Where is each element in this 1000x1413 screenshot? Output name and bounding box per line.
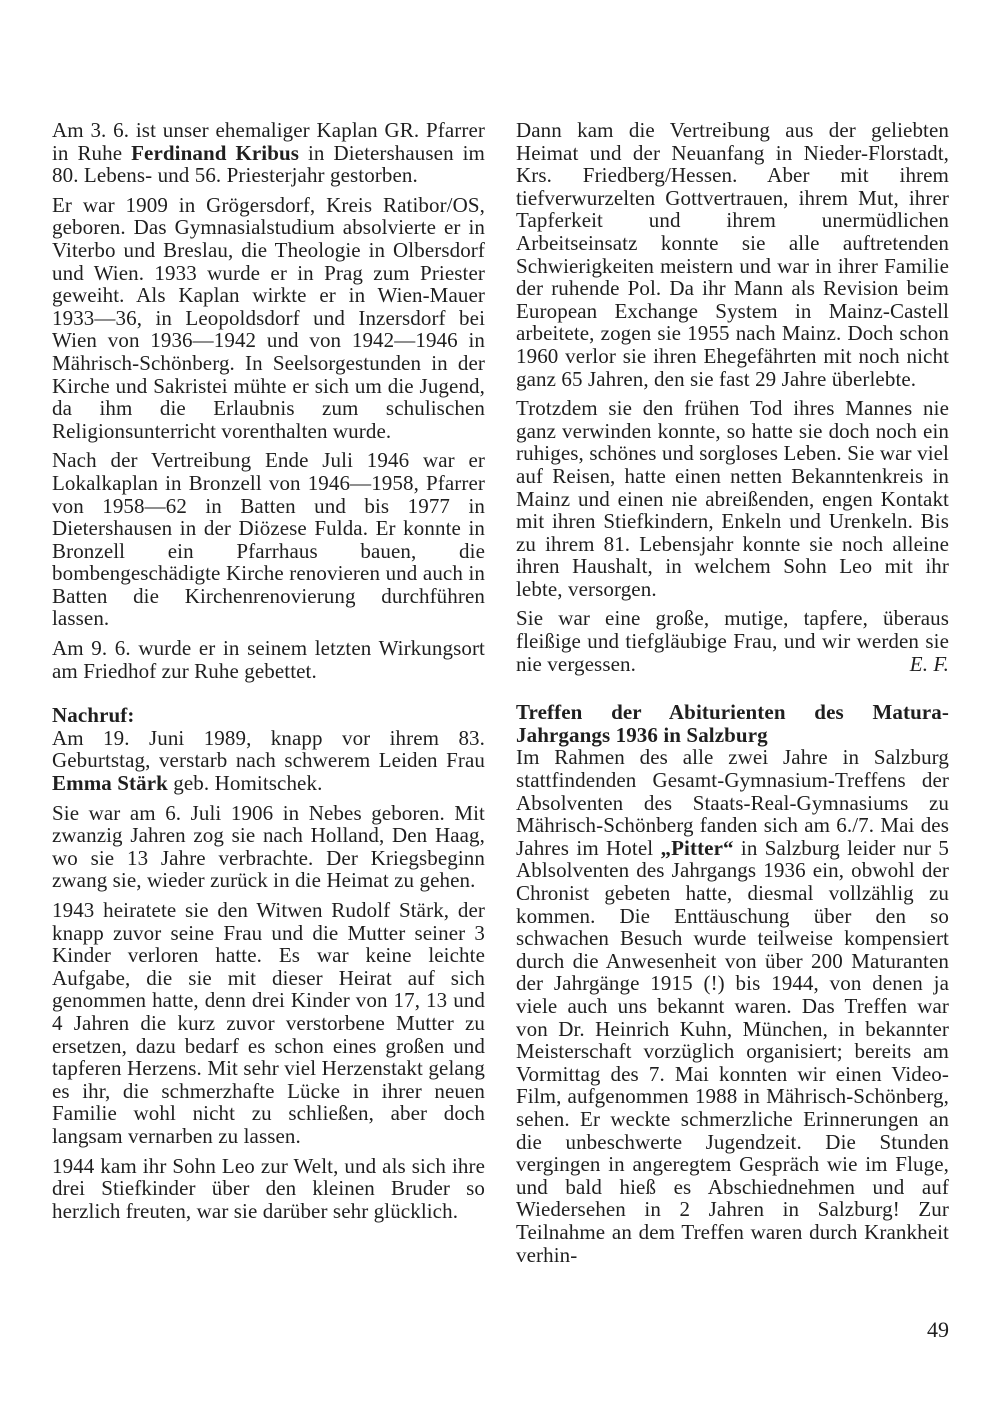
treffen-heading	[516, 701, 949, 746]
text-run: Nachruf:	[52, 703, 135, 728]
italic-text-run: E. F.	[909, 651, 949, 676]
text-run: Dann kam die Vertreibung aus der geliebten Heimat und der Neuanfang in Nieder-Florstadt, Krs. Friedberg/Hessen. Aber mit ihrem tiefverwurzelten Gottvertrauen, ihrem Mut, ihrer Tapferkeit und ihrem unermüdlichen Arbeitseinsatz konnte sie alle auftretenden Schwierigkeiten meistern und war in ihrer Familie der ruhende Pol. Da ihr Mann als Revision beim European Exchange System in Mainz-Castell arbeitete, zogen sie 1955 nach Mainz. Doch schon 1960 verlor sie ihren Ehegefährten mit noch nicht ganz 65 Jahren, den sie fast 29 Jahre überlebte.	[516, 118, 949, 391]
text-run: Im Rahmen des alle zwei Jahre in Salzburg stattfindenden Gesamt-Gymnasium-Treffens der Absolventen des Staats-Real-Gymnasiums zu Mährisch-Schönberg fanden sich am 6./7. Mai des Jahres im Hotel	[516, 745, 949, 860]
text-run: in Salzburg leider nur 5 Ablsolventen des Jahrgangs 1936 ein, obwohl der Chronist gebeten hatte, diesmal vollzählig zu kommen. Die Enttäuschung über den so schwachen Besuch wurde teilweise kompensiert durch die Anwesenheit von über 200 Maturanten der Jahrgänge 1915 (!) bis 1944, von denen ja viele auch uns bekannt waren. Das Treffen war von Dr. Heinrich Kuhn, München, in bekannter Meisterschaft vorzüglich organisiert; bereits am Vormittag des 7. Mai konnten wir einen Video-Film, aufgenommen 1988 in Mährisch-Schönberg, sehen. Er weckte schmerzliche Erinnerungen an die unbeschwerte Jugendzeit. Die Stunden vergingen in angeregtem Gespräch wie im Fluge, und bald hieß es Abschiednehmen und auf Wiedersehen in 2 Jahren in Salzburg! Zur Teilnahme an dem Treffen waren durch Krankheit verhin-	[516, 835, 950, 1267]
text-run: Am 9. 6. wurde er in seinem letzten Wirkungsort am Friedhof zur Ruhe gebettet.	[52, 636, 485, 683]
obituary-staerk-intro	[52, 727, 485, 795]
text-run: 1944 kam ihr Sohn Leo zur Welt, und als sich ihre drei Stiefkinder über den kleinen Bruder so herzlich freuten, war sie darüber sehr glücklich.	[52, 1153, 485, 1223]
obituary-staerk-marriage	[52, 899, 485, 1148]
obituary-staerk-closing	[516, 607, 949, 675]
obituary-kribus-intro	[52, 119, 485, 187]
obituary-staerk-widowhood	[516, 397, 949, 600]
bold-text-run: Ferdinand Kribus	[131, 140, 300, 165]
text-run: Sie war eine große, mutige, tapfere, überaus fleißige und tiefgläubige Frau, und wir werden sie nie vergessen.	[516, 606, 949, 676]
text-run: Treffen der Abiturienten des Matura-Jahrgangs 1936 in Salzburg	[516, 700, 949, 747]
bold-text-run: Emma Stärk	[52, 771, 168, 796]
obituary-staerk-early-life	[52, 802, 485, 892]
obituary-staerk-son	[52, 1155, 485, 1223]
text-run: Am 3. 6. ist unser ehemaliger Kaplan GR. Pfarrer in Ruhe	[52, 118, 485, 165]
text-run: geb. Homitschek.	[167, 771, 323, 796]
text-run: Trotzdem sie den frühen Tod ihres Mannes nie ganz verwinden konnte, so hatte sie doch noch ein ruhiges, schönes und sorgloses Leben. Sie war viel auf Reisen, hatte einen netten Bekanntenkreis in Mainz und einen nie abreißenden, engen Kontakt mit ihren Stiefkindern, Enkeln und Urenkeln. Bis zu ihrem 81. Lebensjahr konnte sie noch alleine ihren Haushalt, in welchem Sohn Leo mit ihr lebte, versorgen.	[516, 396, 949, 601]
text-run: Nach der Vertreibung Ende Juli 1946 war er Lokalkaplan in Bronzell von 1946—1958, Pfarrer von 1958—62 in Batten und bis 1977 in Dietershausen in der Diözese Fulda. Er konnte in Bronzell ein Pfarrhaus bauen, die bombengeschädigte Kirche renovieren und auch in Batten die Kirchenrenovierung durchführen lassen.	[52, 448, 485, 631]
obituary-kribus-life	[52, 194, 485, 443]
nachruf-heading	[52, 704, 485, 727]
obituary-kribus-burial	[52, 637, 485, 682]
text-run: Sie war am 6. Juli 1906 in Nebes geboren. Mit zwanzig Jahren zog sie nach Holland, Den Haag, wo sie 13 Jahre verbrachte. Der Kriegsbeginn zwang sie, wieder zurück in die Heimat zu gehen.	[52, 800, 485, 893]
text-run: Er war 1909 in Grögersdorf, Kreis Ratibor/OS, geboren. Das Gymnasialstudium absolvierte er in Viterbo und Breslau, die Theologie in Olbersdorf und Wien. 1933 wurde er in Prag zum Priester geweiht. Als Kaplan wirkte er in Wien-Mauer 1933—36, in Leopoldsdorf und Inzersdorf bei Wien von 1936—1942 und von 1942—1946 in Mährisch-Schönberg. In Seelsorgestunden in der Kirche und Sakristei mühte er sich um die Jugend, da ihm die Erlaubnis zum schulischen Religionsunterricht vorenthalten wurde.	[52, 192, 485, 443]
text-run: 1943 heiratete sie den Witwen Rudolf Stärk, der knapp zuvor seine Frau und die Mutter seiner 3 Kinder verloren hatte. Es war keine leichte Aufgabe, die sie mit dieser Heirat auf sich genommen hatte, denn drei Kinder von 17, 13 und 4 Jahren die kurz zuvor verstorbene Mutter zu ersetzen, dazu bedarf es schon eines großen und tapferen Herzens. Mit sehr viel Herzenstakt gelang es ihr, die schmerzhafte Lücke in ihrer neuen Familie wohl nicht zu schließen, aber doch langsam vernarben zu lassen.	[52, 898, 485, 1148]
page-number: 49	[927, 1317, 949, 1342]
obituary-kribus-after-expulsion	[52, 449, 485, 630]
bold-text-run: „Pitter“	[660, 835, 734, 860]
treffen-report	[516, 746, 949, 1266]
right-column	[516, 119, 949, 1273]
obituary-staerk-expulsion	[516, 119, 949, 390]
left-column	[52, 119, 485, 1229]
text-run: in Dietershausen im 80. Lebens- und 56. Priesterjahr gestorben.	[52, 140, 485, 188]
text-run: Am 19. Juni 1989, knapp vor ihrem 83. Geburtstag, verstarb nach schwerem Leiden Frau	[52, 725, 485, 773]
